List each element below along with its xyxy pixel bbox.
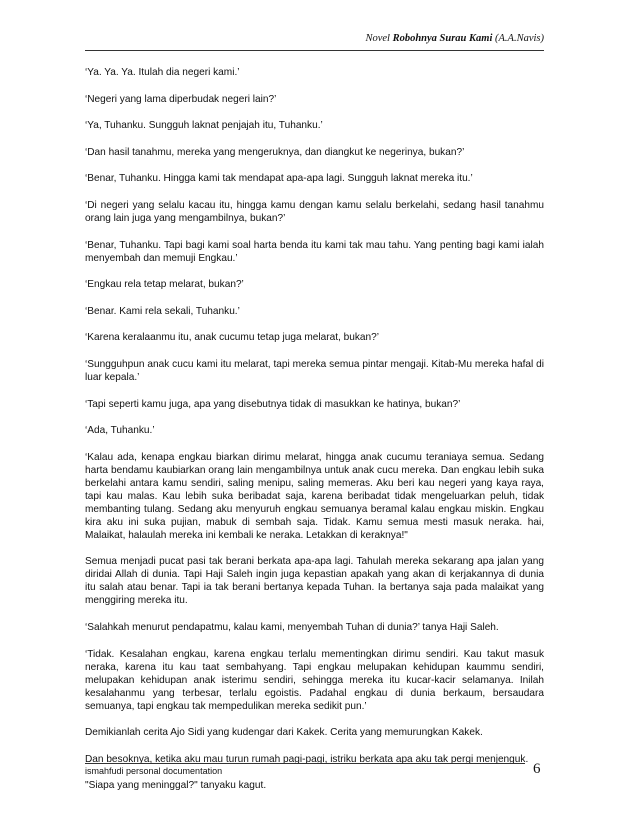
paragraph: ‘Kalau ada, kenapa engkau biarkan dirimu melarat, hingga anak cucumu teraniaya semua. Sedang harta bendamu kaubiarkan orang lain mengambilnya untuk anak cucu mereka. Dan engkau lebih suka berkelahi antara kamu sendiri, saling menipu, saling memeras. Aku beri kau negeri yang kaya raya, tapi kau malas. Kau lebih suka beribadat saja, karena beribadat tidak mengeluarkan peluh, tidak membanting tulang. Sedang aku menyuruh engkau semuanya beramal kalau engkau miskin. Engkau kira aku ini suka pujian, mabuk di sembah saja. Tidak. Kamu semua mesti masuk neraka. hai, Malaikat, halaulah mereka ini kembali ke neraka. Letakkan di keraknya!" [85,451,544,541]
paragraph: ‘Di negeri yang selalu kacau itu, hingga kamu dengan kamu selalu berkelahi, sedang hasil tanahmu orang lain juga yang mengambilnya, bukan?’ [85,199,544,224]
paragraph: "Siapa yang meninggal?" tanyaku kagut. [85,780,267,792]
paragraph: ‘Ya. Ya. Ya. Itulah dia negeri kami.’ [85,67,240,78]
document-body [85,66,544,806]
paragraph: ‘Salahkah menurut pendapatmu, kalau kami, menyembah Tuhan di dunia?’ tanya Haji Saleh. [85,621,499,633]
paragraph: Demikianlah cerita Ajo Sidi yang kudengar dari Kakek. Cerita yang memurungkan Kakek. [85,727,483,739]
paragraph: ‘Tidak. Kesalahan engkau, karena engkau terlalu mementingkan dirimu sendiri. Kau takut masuk neraka, karena itu kau taat sembahyang. Tapi engkau melupakan kehidupan kaummu sendiri, melupakan kehidupan anak isterimu sendiri, sehingga mereka itu kucar-kacir selamanya. Inilah kesalahanmu yang terbesar, terlalu egoistis. Padahal engkau di dunia berkaum, bersaudara semuanya, tapi engkau tak mempedulikan mereka sedikit pun.’ [85,648,544,712]
header-title: Robohnya Surau Kami [392,33,493,44]
paragraph: ‘Benar. Kami rela sekali, Tuhanku.’ [85,305,240,317]
paragraph: ‘Karena keralaanmu itu, anak cucumu tetap juga melarat, bukan?’ [85,332,380,344]
paragraph: ‘Dan hasil tanahmu, mereka yang mengeruknya, dan diangkut ke negerinya, bukan?’ [85,146,465,158]
paragraph: Semua menjadi pucat pasi tak berani berkata apa-apa lagi. Tahulah mereka sekarang apa jalan yang diridai Allah di dunia. Tapi Haji Saleh ingin juga kepastian apakah yang akan di kerjakannya di dunia itu salah atau benar. Tapi ia tak berani bertanya kepada Tuhan. Ia bertanya saja pada malaikat yang menggiring mereka itu. [85,556,544,607]
header-suffix: (A.A.Navis) [492,33,544,44]
footer-text: ismahfudi personal documentation [85,766,223,776]
paragraph: ‘Ada, Tuhanku.’ [85,425,155,437]
paragraph: ‘Ya, Tuhanku. Sungguh laknat penjajah itu, Tuhanku.’ [85,120,323,132]
page-number: 6 [533,761,541,777]
paragraph: Dan besoknya, ketika aku mau turun rumah pagi-pagi, istriku berkata apa aku tak pergi menjenguk. [85,753,529,765]
paragraph: ‘Benar, Tuhanku. Hingga kami tak mendapat apa-apa lagi. Sungguh laknat mereka itu.’ [85,173,473,185]
header-prefix: Novel [365,33,393,44]
paragraph: ‘Sungguhpun anak cucu kami itu melarat, tapi mereka semua pintar mengaji. Kitab-Mu mereka hafal di luar kepala.’ [85,358,544,383]
paragraph: ‘Negeri yang lama diperbudak negeri lain?’ [85,93,277,105]
footer-divider [85,763,525,764]
paragraph: ‘Benar, Tuhanku. Tapi bagi kami soal harta benda itu kami tak mau tahu. Yang penting bagi kami ialah menyembah dan memuji Engkau.’ [85,239,544,264]
page-header [85,32,544,51]
paragraph: ‘Engkau rela tetap melarat, bukan?’ [85,279,244,291]
paragraph: ‘Tapi seperti kamu juga, apa yang disebutnya tidak di masukkan ke hatinya, bukan?’ [85,398,461,410]
